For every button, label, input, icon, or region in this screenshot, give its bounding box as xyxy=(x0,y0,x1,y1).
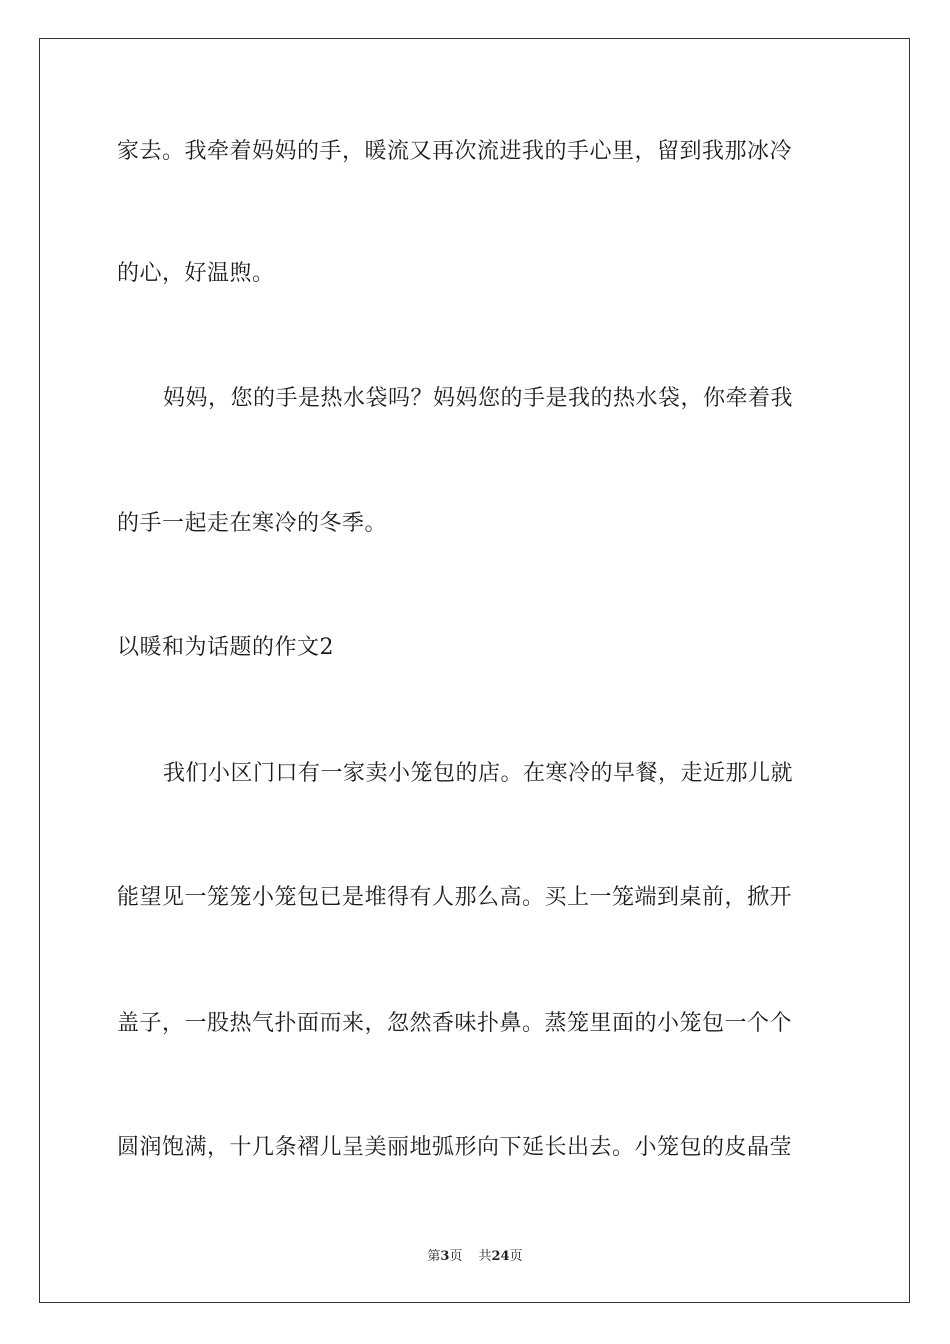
paragraph-line: 妈妈，您的手是热水袋吗？妈妈您的手是我的热水袋，你牵着我 xyxy=(163,386,794,411)
page-frame xyxy=(39,38,910,1303)
total-prefix: 共 xyxy=(478,1249,492,1264)
page-suffix: 页 xyxy=(449,1249,463,1264)
total-suffix: 页 xyxy=(509,1249,523,1264)
paragraph-line: 的心，好温煦。 xyxy=(117,261,275,286)
page-prefix: 第 xyxy=(427,1249,441,1264)
paragraph-line: 的手一起走在寒冷的冬季。 xyxy=(117,511,388,536)
paragraph-line: 能望见一笼笼小笼包已是堆得有人那么高。买上一笼端到桌前，掀开 xyxy=(117,885,793,910)
total-pages: 24 xyxy=(491,1249,510,1264)
page-number: 3 xyxy=(440,1249,450,1264)
paragraph-line: 盖子，一股热气扑面而来，忽然香味扑鼻。蒸笼里面的小笼包一个个 xyxy=(117,1011,793,1036)
section-heading: 以暖和为话题的作文2 xyxy=(117,635,334,660)
paragraph-line: 圆润饱满，十几条褶儿呈美丽地弧形向下延长出去。小笼包的皮晶莹 xyxy=(117,1135,793,1160)
page-footer xyxy=(0,1248,950,1266)
paragraph-line: 我们小区门口有一家卖小笼包的店。在寒冷的早餐，走近那儿就 xyxy=(163,761,794,786)
paragraph-line: 家去。我牵着妈妈的手，暖流又再次流进我的手心里，留到我那冰冷 xyxy=(117,139,793,164)
